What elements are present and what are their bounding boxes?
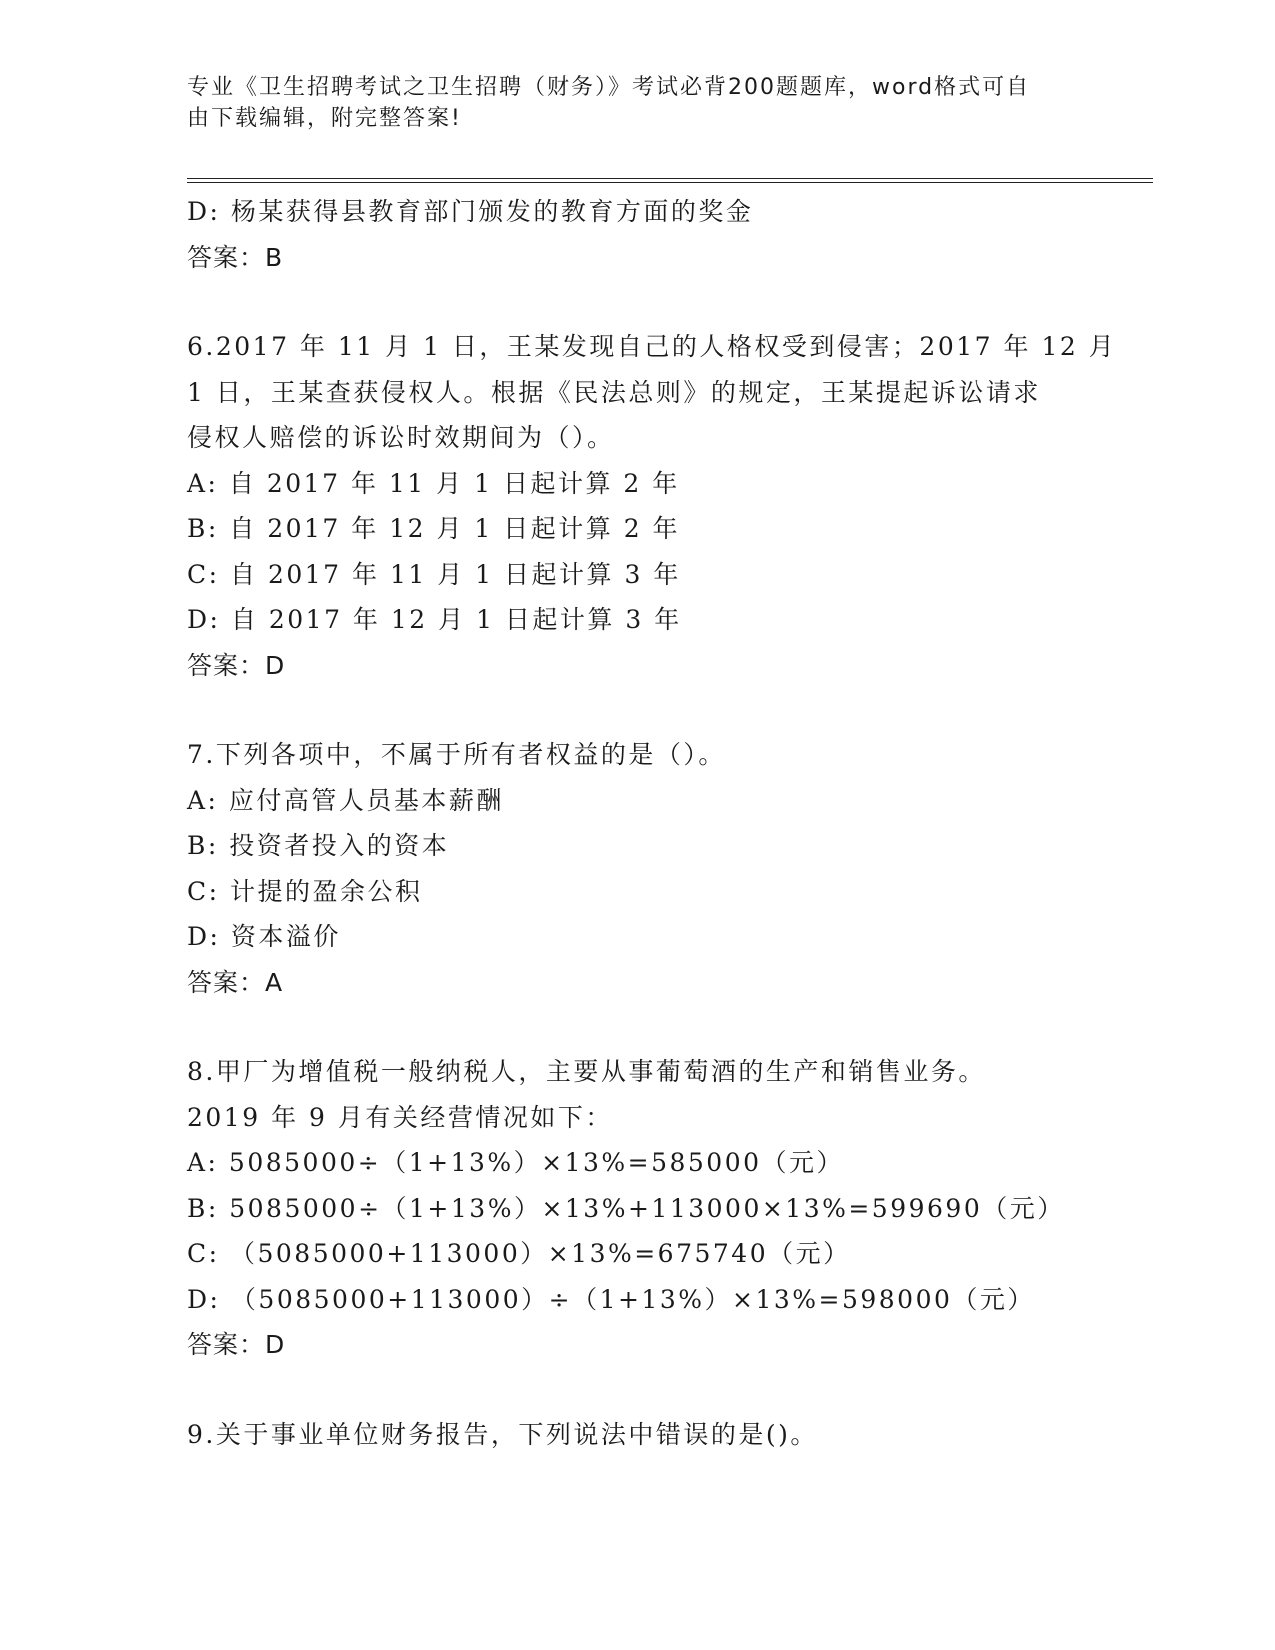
document-body: [187, 189, 1117, 1457]
spacer: [187, 280, 1087, 324]
header-line-2: 由下载编辑，附完整答案!: [187, 106, 462, 131]
question-7: [187, 732, 1087, 1005]
spacer: [187, 1368, 1087, 1412]
question-stem: 1 日，王某查获侵权人。根据《民法总则》的规定，王某提起诉讼请求: [187, 377, 1041, 407]
header-divider-top: [187, 178, 1153, 179]
option-c: C: （5085000+113000）×13%=675740（元）: [187, 1239, 851, 1268]
option-a: A: 5085000÷（1+13%）×13%=585000（元）: [187, 1148, 845, 1177]
answer: 答案：D: [187, 1330, 286, 1359]
question-8: [187, 1049, 1087, 1368]
header-line-1: 专业《卫生招聘考试之卫生招聘（财务）》考试必背200题题库，word格式可自: [187, 75, 1031, 100]
option-a: A: 应付高管人员基本薪酬: [187, 785, 504, 815]
option-b: B: 投资者投入的资本: [187, 831, 450, 860]
spacer: [187, 688, 1087, 732]
option-a: A: 自 2017 年 11 月 1 日起计算 2 年: [187, 468, 680, 498]
question-6: [187, 324, 1117, 688]
document-header: [187, 72, 1067, 134]
question-stem: 7.下列各项中，不属于所有者权益的是（）。: [187, 740, 726, 769]
option-d: D: 自 2017 年 12 月 1 日起计算 3 年: [187, 605, 682, 634]
question-stem: 8.甲厂为增值税一般纳税人，主要从事葡萄酒的生产和销售业务。: [187, 1057, 986, 1086]
question-stem: 2019 年 9 月有关经营情况如下：: [187, 1102, 613, 1132]
question-9: [187, 1412, 1087, 1458]
answer: 答案：A: [187, 967, 284, 997]
question-stem: 9.关于事业单位财务报告，下列说法中错误的是()。: [187, 1419, 818, 1449]
question-stem: 侵权人赔偿的诉讼时效期间为（）。: [187, 423, 615, 452]
spacer: [187, 1005, 1087, 1049]
option-c: C: 自 2017 年 11 月 1 日起计算 3 年: [187, 559, 681, 589]
option-d: D: 杨某获得县教育部门颁发的教育方面的奖金: [187, 197, 754, 226]
answer: 答案：D: [187, 650, 286, 680]
option-b: B: 5085000÷（1+13%）×13%+113000×13%=599690（元）: [187, 1193, 1065, 1223]
option-d: D: （5085000+113000）÷（1+13%）×13%=598000（元）: [187, 1284, 1035, 1314]
option-c: C: 计提的盈余公积: [187, 876, 423, 906]
question-5-tail: [187, 189, 1087, 280]
option-d: D: 资本溢价: [187, 922, 341, 951]
answer: 答案：B: [187, 242, 284, 272]
option-b: B: 自 2017 年 12 月 1 日起计算 2 年: [187, 514, 681, 543]
header-divider-bottom: [187, 182, 1153, 183]
question-stem: 6.2017 年 11 月 1 日，王某发现自己的人格权受到侵害；2017 年 12 月: [187, 332, 1117, 361]
